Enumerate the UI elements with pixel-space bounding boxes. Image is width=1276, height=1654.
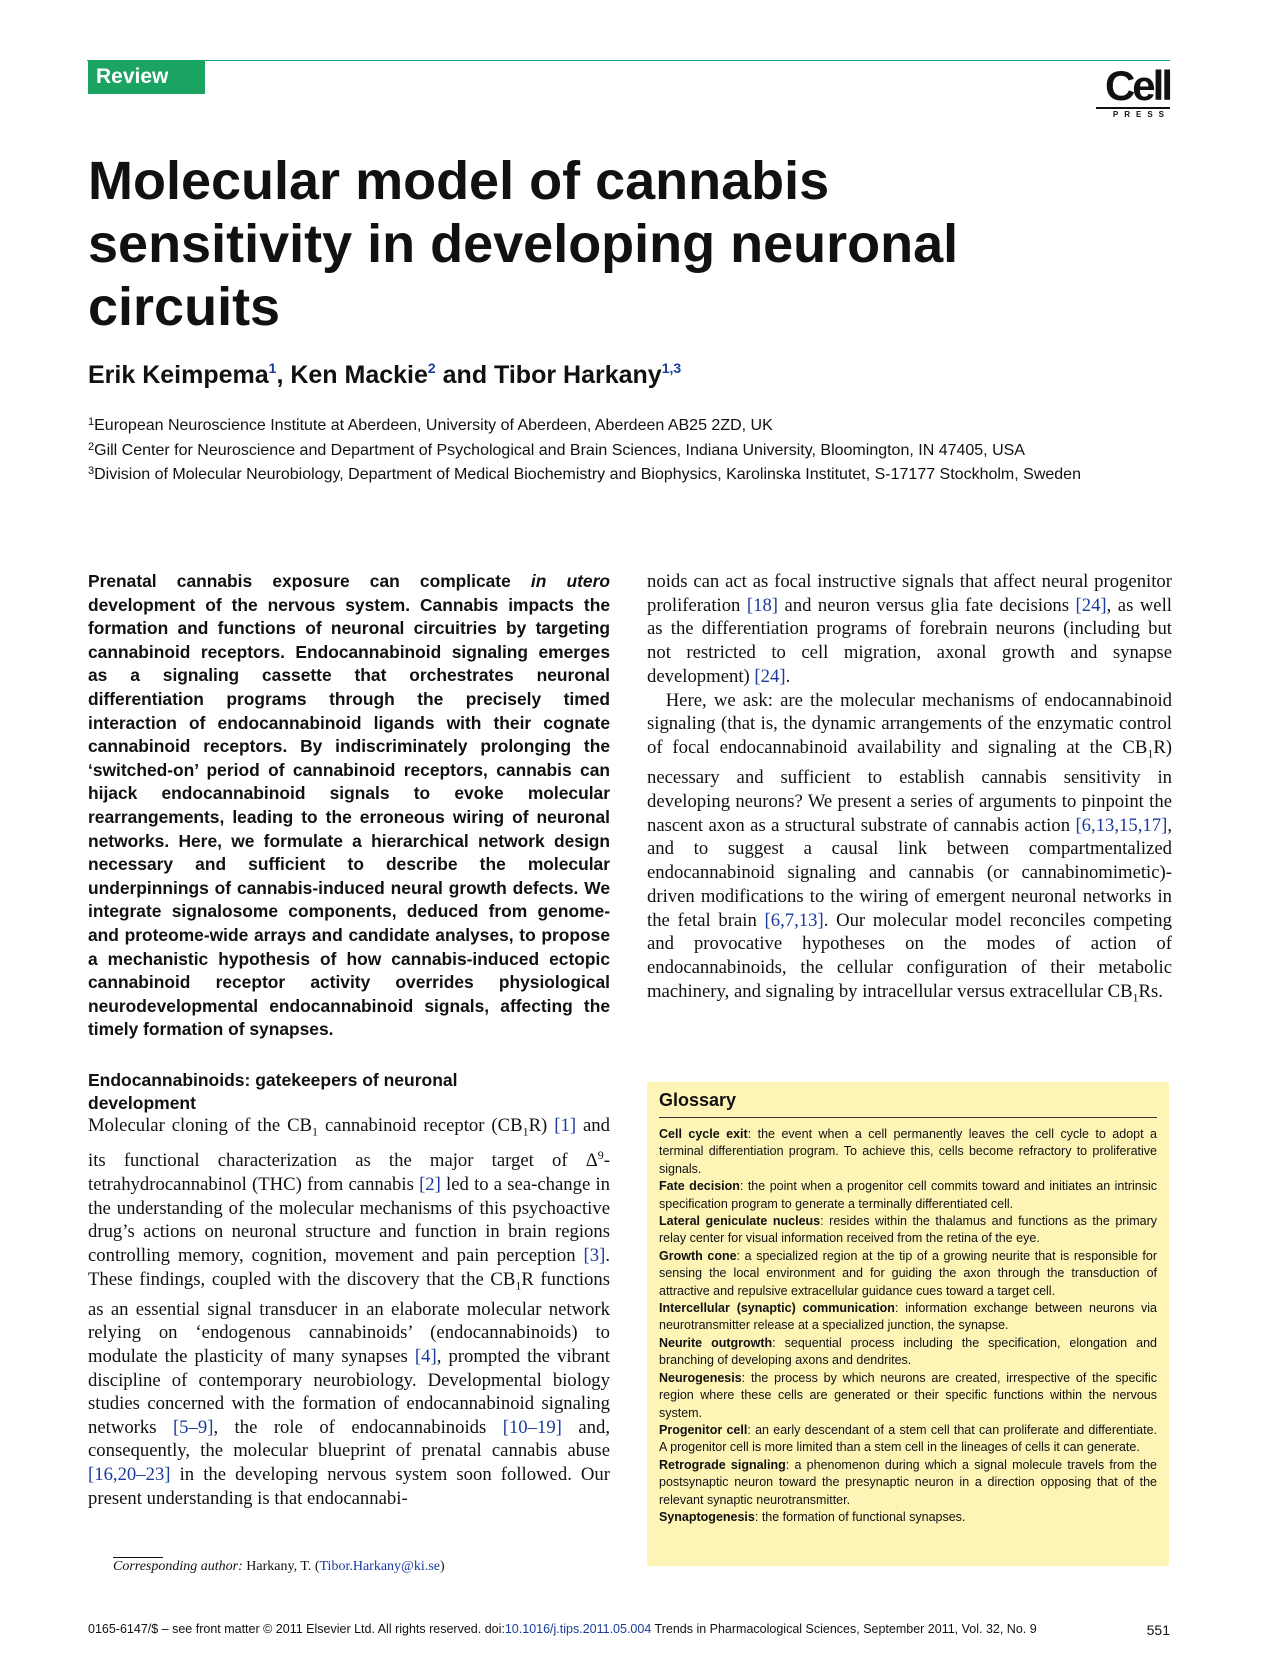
review-badge: Review	[88, 60, 205, 94]
subscript: 1	[1132, 990, 1139, 1005]
body-text: , as well as the differentiation programs of forebrain neurons (including but not restricted to cell migration, axonal growth and synapse development)	[647, 594, 1172, 687]
subscript: 1	[1147, 746, 1154, 761]
email-link[interactable]: Tibor.Harkany@ki.se	[319, 1559, 440, 1574]
cell-press-logo	[1096, 62, 1170, 119]
author-affil-mark[interactable]: 2	[427, 360, 436, 376]
corresponding-label: Corresponding author:	[113, 1559, 243, 1574]
affiliation-number: 3	[88, 465, 95, 477]
body-text: Rs.	[1138, 980, 1163, 1002]
right-column	[647, 570, 1172, 1010]
glossary-entry	[659, 1248, 1157, 1300]
glossary-term: Fate decision	[659, 1179, 740, 1194]
glossary-entry	[659, 1509, 1157, 1526]
glossary-term: Retrograde signaling	[659, 1457, 786, 1472]
abstract-text: development of the nervous system. Cannabis impacts the formation and functions of neuronal circuitries by targeting cannabinoid receptors. Endocannabinoid signaling emerges as a signaling cassette that orchestrates neuronal differentiation programs through the precisely timed interaction of endocannabinoid ligands with their cognate cannabinoid receptors. By indiscriminately prolonging the ‘switched-on’ period of cannabinoid receptors, cannabis can hijack endocannabinoid signals to evoke molecular rearrangements, leading to the erroneous wiring of neuronal networks. Here, we formulate a hierarchical network design necessary and sufficient to describe the molecular underpinnings of cannabis-induced neural growth defects. We integrate signalosome components, deduced from genome- and proteome-wide arrays and candidate analyses, to propose a mechanistic hypothesis of how cannabis-induced ectopic cannabinoid receptor activity overrides physiological neurodevelopmental endocannabinoid signals, affecting the timely formation of synapses.	[88, 594, 610, 1040]
glossary-box	[647, 1082, 1169, 1566]
glossary-term: Lateral geniculate nucleus	[659, 1214, 821, 1229]
affiliation-text: Gill Center for Neuroscience and Department of Psychological and Brain Sciences, Indiana University, Bloomington, IN 47405, USA	[94, 441, 1025, 459]
affiliation	[88, 412, 1178, 437]
section-heading: Endocannabinoids: gatekeepers of neuronal development	[88, 1070, 458, 1113]
subscript: 1	[312, 1124, 319, 1139]
glossary-definition: : the event when a cell permanently leaves the cell cycle to adopt a terminal differentiation program. To achieve this, cells become refractory to proliferative signals.	[659, 1127, 1157, 1176]
body-text: led to a sea-change in the understanding of the molecular mechanisms of this psychoactive drug’s actions on neuronal structure and function in brain regions controlling memory, cognition, movement and pain perception	[88, 1174, 610, 1266]
body-text: . These findings, coupled with the discovery that the CB	[88, 1244, 610, 1290]
footer-copyright: 0165-6147/$ – see front matter © 2011 Elsevier Ltd. All rights reserved. doi:	[88, 1622, 505, 1636]
affiliation-text: European Neuroscience Institute at Aberdeen, University of Aberdeen, Aberdeen AB25 2ZD, UK	[94, 417, 773, 434]
glossary-title: Glossary	[659, 1090, 1157, 1118]
glossary-definition: : a specialized region at the tip of a growing neurite that is responsible for sensing the local environment and for guiding the axon through the transduction of attractive and repulsive extracellular guidance cues toward a target cell.	[659, 1248, 1157, 1298]
corresponding-close: )	[439, 1559, 445, 1574]
glossary-term: Growth cone	[659, 1248, 737, 1263]
glossary-entry	[659, 1457, 1157, 1509]
citation-link[interactable]: [6,7,13]	[764, 909, 824, 931]
body-paragraph	[88, 1114, 610, 1510]
citation-link[interactable]: [24]	[1075, 594, 1107, 616]
left-column	[88, 570, 610, 1042]
citation-link[interactable]: [3]	[583, 1244, 606, 1266]
body-text: and, consequently, the molecular blueprint of prenatal cannabis abuse	[88, 1416, 610, 1462]
affiliations	[88, 412, 1178, 486]
body-text: Molecular cloning of the CB	[88, 1115, 313, 1136]
body-text: .	[785, 665, 791, 687]
citation-link[interactable]: [24]	[754, 665, 786, 687]
citation-link[interactable]: [6,13,15,17]	[1075, 814, 1168, 836]
body-text: and neuron versus glia fate decisions	[778, 594, 1076, 616]
citation-link[interactable]: [2]	[419, 1174, 441, 1196]
body-text: , the role of endocannabinoids	[213, 1416, 503, 1438]
glossary-definition: : the formation of functional synapses.	[754, 1509, 966, 1524]
body-paragraph	[647, 570, 1172, 689]
doi-link[interactable]: 10.1016/j.tips.2011.05.004	[504, 1622, 652, 1636]
glossary-entry	[659, 1422, 1157, 1457]
citation-link[interactable]: [18]	[746, 594, 779, 616]
glossary-term: Progenitor cell	[659, 1422, 748, 1437]
author-affil-mark[interactable]: 1	[268, 360, 277, 376]
body-text: R) necessary and sufficient to establish cannabis sensitivity in developing neurons? We present a series of arguments to pinpoint the nascent axon as a structural substrate of cannabis action	[647, 736, 1172, 836]
citation-link[interactable]: [10–19]	[502, 1416, 562, 1438]
body-text: -tetrahydrocannabinol (THC) from cannabis	[88, 1150, 610, 1196]
glossary-definition: : an early descendant of a stem cell that can proliferate and differentiate. A progenitor cell is more limited than a stem cell in the lineages of cells it can generate.	[659, 1422, 1157, 1455]
affiliation	[88, 437, 1048, 462]
footer-journal: Trends in Pharmacological Sciences, September 2011, Vol. 32, No. 9	[651, 1622, 1037, 1636]
body-text: . Our molecular model reconciles competing and provocative hypotheses on the modes of action of endocannabinoids, the cellular configuration of their metabolic machinery, and signaling by intracellular versus extracellular CB	[647, 909, 1172, 1002]
subscript: 1	[522, 1124, 529, 1139]
glossary-term: Intercellular (synaptic) communication	[659, 1301, 895, 1316]
glossary-entry	[659, 1126, 1157, 1178]
affiliation	[88, 461, 1098, 486]
glossary-definition: : a phenomenon during which a signal molecule travels from the postsynaptic neuron toward the presynaptic neuron in a direction opposing that of the relevant synaptic neurotransmitter.	[659, 1457, 1157, 1507]
glossary-entry	[659, 1335, 1157, 1370]
corresponding-name: Harkany, T. (	[242, 1559, 320, 1574]
citation-link[interactable]: [1]	[554, 1115, 577, 1136]
glossary-term: Synaptogenesis	[659, 1509, 755, 1524]
author-separator: ,	[276, 361, 291, 389]
glossary-entry	[659, 1178, 1157, 1213]
page-number: 551	[1146, 1622, 1170, 1638]
citation-link[interactable]: [5–9]	[172, 1416, 214, 1438]
glossary-definition: : sequential process including the specification, elongation and branching of developing axons and dendrites.	[659, 1335, 1157, 1368]
body-text: R functions as an essential signal transducer in an elaborate molecular network relying on ‘endogenous cannabinoids’ (endocannabinoids) to modulate the plasticity of many synapses	[88, 1268, 610, 1368]
subscript: 1	[515, 1278, 522, 1293]
author-name: Tibor Harkany	[494, 361, 662, 389]
glossary-definition: : the process by which neurons are created, irrespective of the specific region where these cells are generated or their specific functions within the nervous system.	[659, 1370, 1157, 1420]
body-text: R)	[528, 1115, 555, 1136]
affiliation-text: Division of Molecular Neurobiology, Department of Medical Biochemistry and Biophysics, Karolinska Institutet, S-17177 Stockholm, Sweden	[94, 466, 1081, 483]
affiliation-number: 1	[88, 416, 95, 428]
author-list	[88, 360, 681, 390]
glossary-term: Neurite outgrowth	[659, 1335, 773, 1350]
author-name: Erik Keimpema	[88, 361, 269, 389]
corresponding-author-note	[113, 1559, 445, 1575]
abstract-italic: in utero	[530, 571, 610, 591]
body-paragraph	[647, 689, 1172, 1011]
glossary-entry	[659, 1300, 1157, 1335]
author-affil-mark[interactable]: 1,3	[661, 360, 682, 376]
page-footer	[88, 1622, 1170, 1636]
header-rule	[87, 60, 1170, 61]
superscript: 9	[597, 1148, 604, 1163]
body-text: Here, we ask: are the molecular mechanisms of endocannabinoid signaling (that is, the dynamic arrangements of the enzymatic control of focal endocannabinoid availability and signaling at the CB	[647, 689, 1172, 758]
glossary-entries	[659, 1126, 1157, 1526]
glossary-term: Cell cycle exit	[659, 1127, 748, 1141]
glossary-definition: : resides within the thalamus and functions as the primary relay center for visual information received from the retina of the eye.	[659, 1214, 1157, 1246]
glossary-term: Neurogenesis	[659, 1370, 742, 1385]
citation-link[interactable]: [16,20–23]	[88, 1464, 171, 1486]
body-text: , prompted the vibrant discipline of contemporary neurobiology. Developmental biology studies concerned with the formation of endocannabinoid signaling networks	[88, 1346, 610, 1438]
body-text: , and to suggest a causal link between compartmentalized endocannabinoid signaling and cannabis (or cannabinomimetic)-driven modifications to the wiring of emergent neuronal networks in the fetal brain	[647, 814, 1172, 931]
body-text: cannabinoid receptor (CB	[318, 1115, 523, 1136]
footnote-rule	[113, 1557, 163, 1558]
logo-word: Cell	[1104, 62, 1170, 109]
author-separator: and	[435, 361, 495, 389]
abstract	[88, 570, 610, 1042]
glossary-entry	[659, 1370, 1157, 1422]
glossary-definition: : the point when a progenitor cell commits toward and initiates an intrinsic specification program to generate a terminally differentiated cell.	[659, 1179, 1157, 1211]
author-name: Ken Mackie	[290, 361, 428, 389]
abstract-text: Prenatal cannabis exposure can complicate	[88, 571, 531, 591]
body-text: noids can act as focal instructive signals that affect neural progenitor proliferation	[647, 571, 1172, 616]
logo-sub: PRESS	[1096, 107, 1170, 119]
body-text: in the developing nervous system soon followed. Our present understanding is that endocannabi-	[88, 1464, 610, 1509]
citation-link[interactable]: [4]	[414, 1346, 437, 1368]
glossary-entry	[659, 1213, 1157, 1248]
body-text: and its functional characterization as the major target of Δ	[88, 1115, 610, 1172]
affiliation-number: 2	[88, 440, 95, 453]
glossary-definition: : information exchange between neurons via neurotransmitter release at a specialized junction, the synapse.	[659, 1301, 1158, 1333]
article-title: Molecular model of cannabis sensitivity in developing neuronal circuits	[88, 151, 959, 337]
